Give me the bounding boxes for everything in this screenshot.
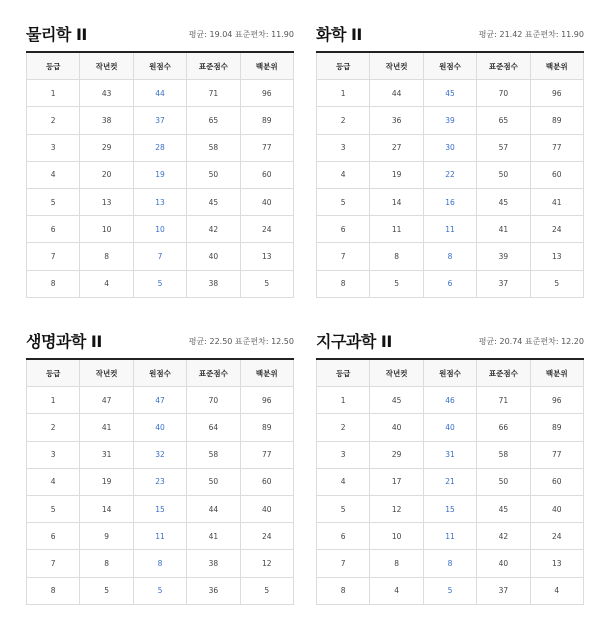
column-header: 작년컷 <box>370 52 423 80</box>
table-cell: 5 <box>240 577 293 604</box>
table-cell: 7 <box>317 550 370 577</box>
column-header: 백분위 <box>530 52 583 80</box>
table-cell: 8 <box>423 243 476 270</box>
table-row <box>317 188 584 215</box>
table-cell: 58 <box>187 441 240 468</box>
physics-ii-panel <box>26 20 294 298</box>
table-cell: 30 <box>423 134 476 161</box>
table-header-row <box>27 52 294 80</box>
subject-title: 물리학 II <box>26 25 87 44</box>
table-header-row <box>317 52 584 80</box>
grade-table <box>26 51 294 298</box>
grade-table <box>316 51 584 298</box>
table-cell: 96 <box>240 80 293 107</box>
table-cell: 4 <box>317 468 370 495</box>
column-header: 원점수 <box>133 52 186 80</box>
table-cell: 24 <box>530 216 583 243</box>
table-cell: 5 <box>80 577 133 604</box>
table-row <box>27 550 294 577</box>
table-cell: 71 <box>187 80 240 107</box>
earth-science-ii-panel <box>316 327 584 605</box>
table-cell: 13 <box>80 188 133 215</box>
table-cell: 40 <box>477 550 530 577</box>
table-cell: 19 <box>370 161 423 188</box>
table-cell: 40 <box>530 495 583 522</box>
table-cell: 45 <box>187 188 240 215</box>
table-row <box>317 523 584 550</box>
table-cell: 10 <box>370 523 423 550</box>
table-cell: 8 <box>80 243 133 270</box>
table-cell: 8 <box>317 270 370 297</box>
table-cell: 7 <box>317 243 370 270</box>
table-cell: 47 <box>133 387 186 414</box>
table-cell: 14 <box>370 188 423 215</box>
column-header: 백분위 <box>240 52 293 80</box>
grade-table <box>316 358 584 605</box>
table-cell: 3 <box>27 134 80 161</box>
table-cell: 32 <box>133 441 186 468</box>
table-cell: 1 <box>27 387 80 414</box>
table-cell: 4 <box>27 468 80 495</box>
table-cell: 9 <box>80 523 133 550</box>
table-cell: 45 <box>370 387 423 414</box>
table-cell: 44 <box>370 80 423 107</box>
table-row <box>27 270 294 297</box>
table-cell: 2 <box>317 414 370 441</box>
table-cell: 96 <box>530 387 583 414</box>
table-cell: 12 <box>240 550 293 577</box>
table-row <box>317 243 584 270</box>
column-header: 작년컷 <box>80 52 133 80</box>
table-cell: 37 <box>477 270 530 297</box>
table-cell: 31 <box>423 441 476 468</box>
table-cell: 24 <box>240 216 293 243</box>
column-header: 표준점수 <box>477 52 530 80</box>
table-cell: 39 <box>477 243 530 270</box>
table-cell: 15 <box>133 495 186 522</box>
table-cell: 4 <box>27 161 80 188</box>
table-cell: 13 <box>530 243 583 270</box>
table-cell: 71 <box>477 387 530 414</box>
table-cell: 96 <box>240 387 293 414</box>
table-cell: 40 <box>423 414 476 441</box>
subject-stats: 평균: 20.74 표준편차: 12.20 <box>478 337 584 346</box>
table-cell: 4 <box>530 577 583 604</box>
table-cell: 6 <box>423 270 476 297</box>
table-cell: 5 <box>423 577 476 604</box>
table-cell: 41 <box>530 188 583 215</box>
table-cell: 40 <box>187 243 240 270</box>
table-cell: 1 <box>27 80 80 107</box>
table-cell: 2 <box>27 107 80 134</box>
table-row <box>27 523 294 550</box>
table-cell: 77 <box>530 134 583 161</box>
table-cell: 58 <box>477 441 530 468</box>
table-row <box>317 495 584 522</box>
table-cell: 57 <box>477 134 530 161</box>
table-cell: 38 <box>187 550 240 577</box>
column-header: 원점수 <box>423 52 476 80</box>
column-header: 표준점수 <box>477 359 530 387</box>
table-cell: 43 <box>80 80 133 107</box>
table-cell: 42 <box>187 216 240 243</box>
table-cell: 20 <box>80 161 133 188</box>
table-row <box>317 161 584 188</box>
table-cell: 3 <box>317 441 370 468</box>
panel-header <box>26 327 294 358</box>
table-row <box>317 80 584 107</box>
table-cell: 40 <box>370 414 423 441</box>
table-row <box>317 134 584 161</box>
table-cell: 22 <box>423 161 476 188</box>
table-cell: 47 <box>80 387 133 414</box>
table-row <box>317 107 584 134</box>
panel-header <box>26 20 294 51</box>
table-cell: 70 <box>187 387 240 414</box>
table-cell: 77 <box>240 441 293 468</box>
table-cell: 50 <box>477 161 530 188</box>
table-cell: 65 <box>477 107 530 134</box>
table-cell: 36 <box>370 107 423 134</box>
column-header: 작년컷 <box>370 359 423 387</box>
table-cell: 8 <box>317 577 370 604</box>
column-header: 등급 <box>27 359 80 387</box>
table-cell: 14 <box>80 495 133 522</box>
table-cell: 58 <box>187 134 240 161</box>
table-cell: 7 <box>27 243 80 270</box>
table-cell: 89 <box>240 414 293 441</box>
table-cell: 96 <box>530 80 583 107</box>
table-cell: 6 <box>317 216 370 243</box>
table-cell: 11 <box>423 216 476 243</box>
table-cell: 12 <box>370 495 423 522</box>
table-cell: 46 <box>423 387 476 414</box>
table-cell: 2 <box>317 107 370 134</box>
subject-title: 생명과학 II <box>26 332 102 351</box>
table-row <box>317 468 584 495</box>
table-cell: 40 <box>240 188 293 215</box>
table-cell: 45 <box>423 80 476 107</box>
panel-header <box>316 20 584 51</box>
table-cell: 37 <box>133 107 186 134</box>
subject-stats: 평균: 19.04 표준편차: 11.90 <box>188 30 294 39</box>
subject-stats: 평균: 22.50 표준편차: 12.50 <box>188 337 294 346</box>
table-cell: 27 <box>370 134 423 161</box>
table-cell: 24 <box>530 523 583 550</box>
column-header: 등급 <box>27 52 80 80</box>
table-row <box>27 107 294 134</box>
table-row <box>27 161 294 188</box>
table-cell: 77 <box>240 134 293 161</box>
table-cell: 5 <box>317 495 370 522</box>
column-header: 백분위 <box>530 359 583 387</box>
table-cell: 38 <box>187 270 240 297</box>
column-header: 작년컷 <box>80 359 133 387</box>
table-cell: 89 <box>530 414 583 441</box>
table-row <box>317 550 584 577</box>
table-cell: 29 <box>370 441 423 468</box>
table-cell: 10 <box>80 216 133 243</box>
table-cell: 50 <box>187 468 240 495</box>
subject-stats: 평균: 21.42 표준편차: 11.90 <box>478 30 584 39</box>
column-header: 백분위 <box>240 359 293 387</box>
table-row <box>27 134 294 161</box>
column-header: 원점수 <box>423 359 476 387</box>
table-cell: 3 <box>27 441 80 468</box>
table-cell: 16 <box>423 188 476 215</box>
table-row <box>27 387 294 414</box>
table-header-row <box>27 359 294 387</box>
table-row <box>27 80 294 107</box>
table-cell: 8 <box>370 550 423 577</box>
table-cell: 13 <box>133 188 186 215</box>
table-cell: 40 <box>133 414 186 441</box>
table-cell: 5 <box>27 495 80 522</box>
table-cell: 4 <box>80 270 133 297</box>
table-cell: 45 <box>477 188 530 215</box>
column-header: 원점수 <box>133 359 186 387</box>
column-header: 등급 <box>317 359 370 387</box>
table-cell: 77 <box>530 441 583 468</box>
table-cell: 8 <box>27 270 80 297</box>
table-cell: 5 <box>133 270 186 297</box>
table-cell: 10 <box>133 216 186 243</box>
table-row <box>317 216 584 243</box>
table-cell: 1 <box>317 80 370 107</box>
table-cell: 29 <box>80 134 133 161</box>
table-cell: 40 <box>240 495 293 522</box>
table-cell: 3 <box>317 134 370 161</box>
table-cell: 89 <box>530 107 583 134</box>
grade-table <box>26 358 294 605</box>
table-cell: 7 <box>133 243 186 270</box>
table-row <box>27 577 294 604</box>
table-cell: 21 <box>423 468 476 495</box>
column-header: 표준점수 <box>187 52 240 80</box>
table-cell: 37 <box>477 577 530 604</box>
table-row <box>27 216 294 243</box>
table-row <box>27 495 294 522</box>
table-row <box>27 441 294 468</box>
table-cell: 5 <box>27 188 80 215</box>
table-cell: 13 <box>240 243 293 270</box>
table-cell: 17 <box>370 468 423 495</box>
table-cell: 5 <box>240 270 293 297</box>
table-row <box>317 414 584 441</box>
table-cell: 50 <box>477 468 530 495</box>
table-cell: 13 <box>530 550 583 577</box>
table-cell: 24 <box>240 523 293 550</box>
table-cell: 60 <box>530 161 583 188</box>
table-cell: 4 <box>370 577 423 604</box>
table-cell: 41 <box>80 414 133 441</box>
table-cell: 8 <box>80 550 133 577</box>
table-cell: 41 <box>187 523 240 550</box>
table-row <box>317 387 584 414</box>
table-cell: 44 <box>133 80 186 107</box>
table-cell: 15 <box>423 495 476 522</box>
table-cell: 11 <box>423 523 476 550</box>
table-cell: 39 <box>423 107 476 134</box>
table-cell: 19 <box>133 161 186 188</box>
table-cell: 38 <box>80 107 133 134</box>
column-header: 등급 <box>317 52 370 80</box>
table-cell: 64 <box>187 414 240 441</box>
table-cell: 6 <box>27 216 80 243</box>
table-cell: 11 <box>133 523 186 550</box>
table-cell: 70 <box>477 80 530 107</box>
table-cell: 28 <box>133 134 186 161</box>
table-cell: 5 <box>370 270 423 297</box>
table-cell: 7 <box>27 550 80 577</box>
table-cell: 19 <box>80 468 133 495</box>
table-cell: 8 <box>370 243 423 270</box>
table-row <box>27 414 294 441</box>
table-row <box>317 577 584 604</box>
table-cell: 60 <box>530 468 583 495</box>
table-cell: 50 <box>187 161 240 188</box>
table-cell: 6 <box>317 523 370 550</box>
table-cell: 36 <box>187 577 240 604</box>
table-row <box>27 468 294 495</box>
table-row <box>27 243 294 270</box>
table-cell: 89 <box>240 107 293 134</box>
table-cell: 1 <box>317 387 370 414</box>
table-cell: 31 <box>80 441 133 468</box>
table-cell: 5 <box>530 270 583 297</box>
table-cell: 5 <box>317 188 370 215</box>
table-cell: 44 <box>187 495 240 522</box>
column-header: 표준점수 <box>187 359 240 387</box>
table-header-row <box>317 359 584 387</box>
table-cell: 60 <box>240 468 293 495</box>
table-cell: 4 <box>317 161 370 188</box>
table-row <box>27 188 294 215</box>
table-cell: 45 <box>477 495 530 522</box>
table-cell: 23 <box>133 468 186 495</box>
table-cell: 66 <box>477 414 530 441</box>
table-row <box>317 270 584 297</box>
table-cell: 8 <box>423 550 476 577</box>
table-row <box>317 441 584 468</box>
subject-title: 지구과학 II <box>316 332 392 351</box>
table-cell: 8 <box>27 577 80 604</box>
table-cell: 65 <box>187 107 240 134</box>
table-cell: 2 <box>27 414 80 441</box>
table-cell: 42 <box>477 523 530 550</box>
table-cell: 6 <box>27 523 80 550</box>
table-cell: 5 <box>133 577 186 604</box>
table-cell: 41 <box>477 216 530 243</box>
table-cell: 8 <box>133 550 186 577</box>
table-cell: 11 <box>370 216 423 243</box>
life-science-ii-panel <box>26 327 294 605</box>
subject-title: 화학 II <box>316 25 362 44</box>
table-cell: 60 <box>240 161 293 188</box>
panel-header <box>316 327 584 358</box>
chemistry-ii-panel <box>316 20 584 298</box>
